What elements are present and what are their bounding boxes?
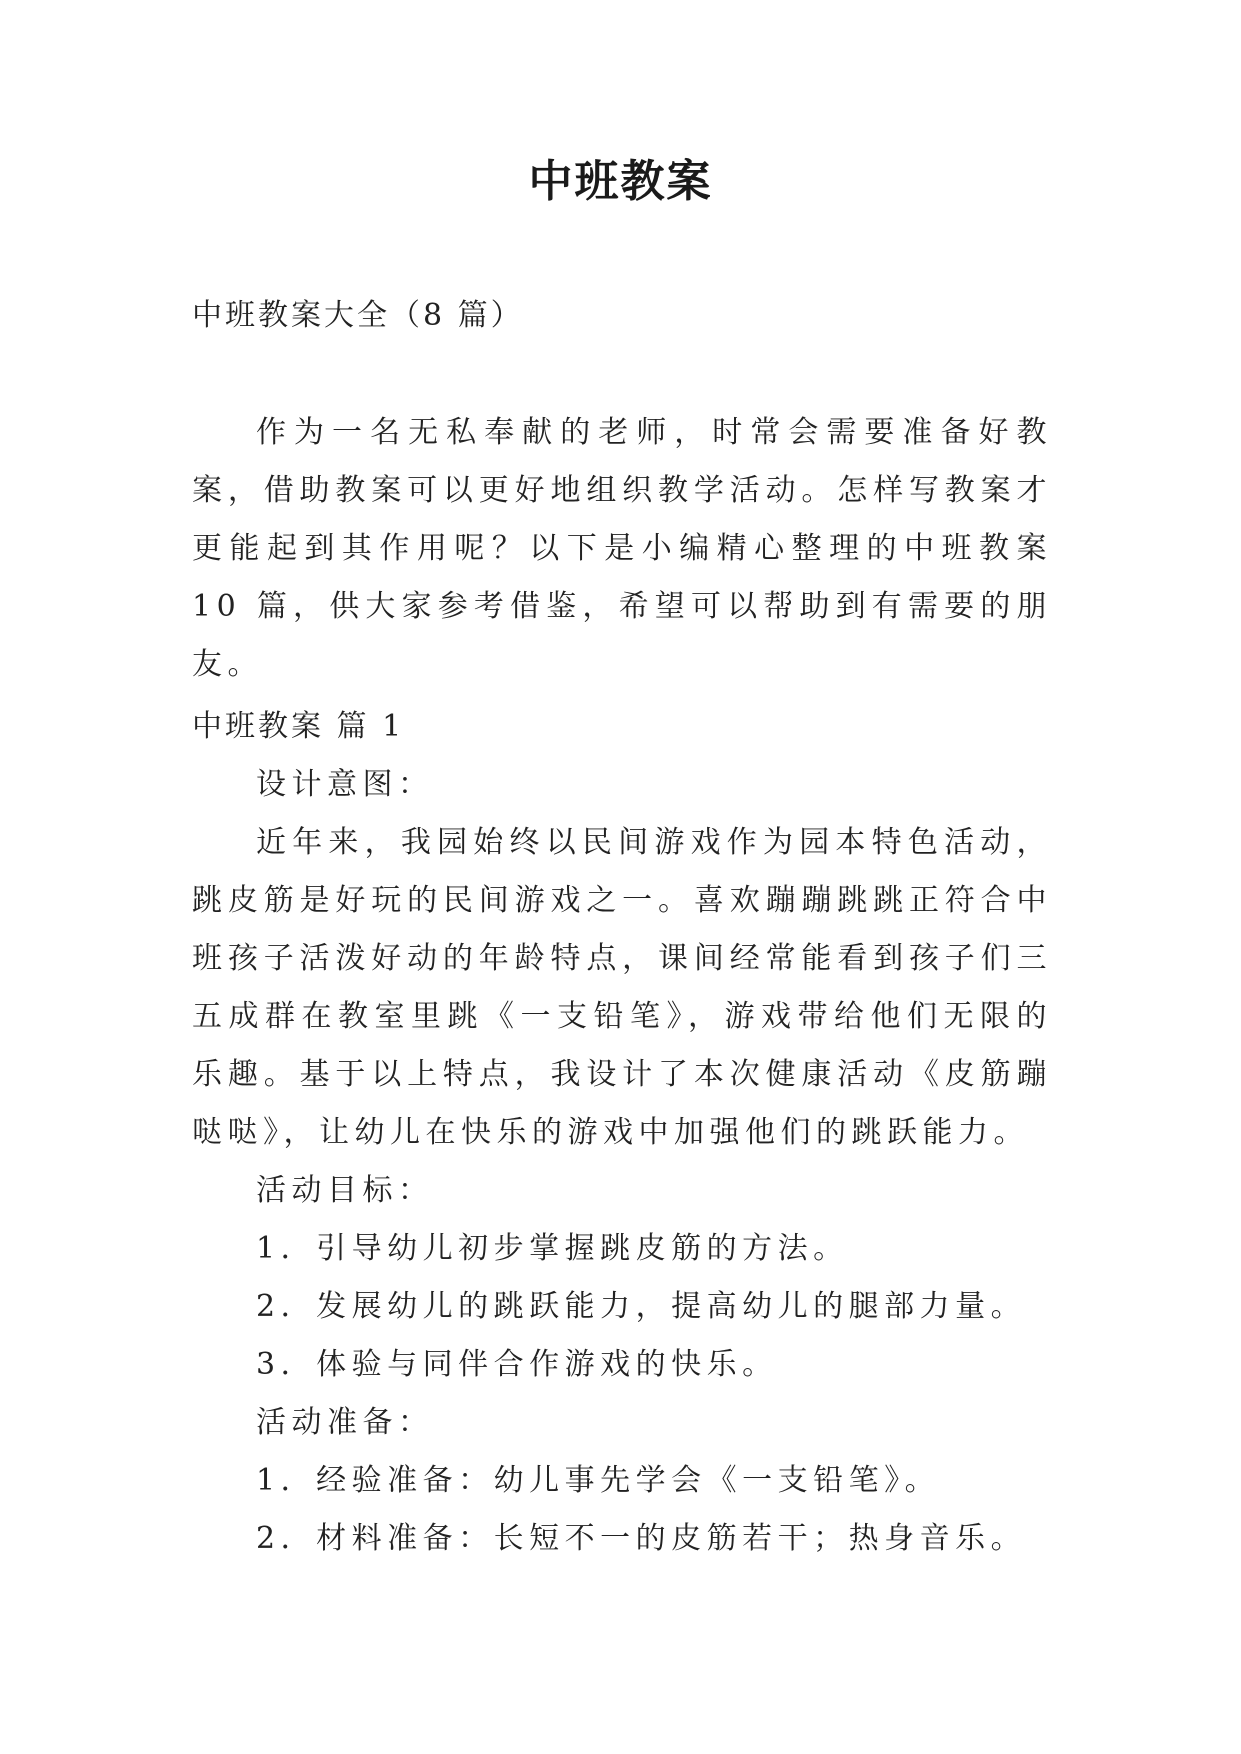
- goal-item: 1．引导幼儿初步掌握跳皮筋的方法。: [256, 1231, 849, 1266]
- goal-item: 2．发展幼儿的跳跃能力，提高幼儿的腿部力量。: [256, 1289, 1027, 1324]
- goals-label: 活动目标：: [256, 1173, 434, 1208]
- prep-label: 活动准备：: [256, 1405, 434, 1440]
- design-label: 设计意图：: [256, 767, 434, 802]
- section-heading: 中班教案 篇 1: [192, 709, 405, 744]
- prep-item: 1．经验准备：幼儿事先学会《一支铅笔》。: [256, 1463, 941, 1498]
- section-body: [192, 698, 1052, 1568]
- document-subtitle: 中班教案大全（8 篇）: [192, 298, 524, 333]
- design-paragraph: 近年来，我园始终以民间游戏作为园本特色活动，跳皮筋是好玩的民间游戏之一。喜欢蹦蹦跳跳正符合中班孩子活泼好动的年龄特点，课间经常能看到孩子们三五成群在教室里跳《一支铅笔》，游戏带给他们无限的乐趣。基于以上特点，我设计了本次健康活动《皮筋蹦哒哒》，让幼儿在快乐的游戏中加强他们的跳跃能力。: [192, 825, 1052, 1150]
- prep-item: 2．材料准备：长短不一的皮筋若干；热身音乐。: [256, 1521, 1027, 1556]
- intro-paragraph: 作为一名无私奉献的老师，时常会需要准备好教案，借助教案可以更好地组织教学活动。怎样写教案才更能起到其作用呢？以下是小编精心整理的中班教案 10 篇，供大家参考借鉴，希望可以帮助到有需要的朋友。: [192, 415, 1052, 682]
- goal-item: 3．体验与同伴合作游戏的快乐。: [256, 1347, 778, 1382]
- document-title: 中班教案: [528, 156, 713, 207]
